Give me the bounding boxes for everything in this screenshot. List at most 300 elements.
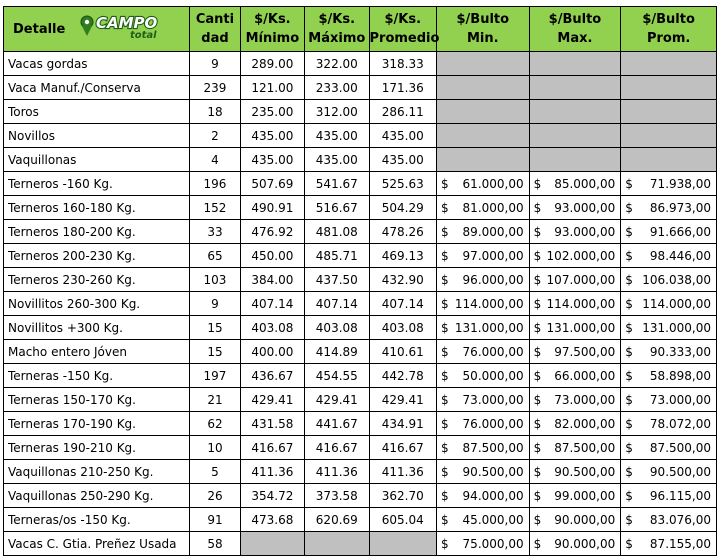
cell-detalle: Terneros 200-230 Kg. xyxy=(4,244,190,268)
table-row xyxy=(4,340,717,364)
currency-symbol: $ xyxy=(533,512,542,527)
money-value: 114.000,00 xyxy=(454,296,524,311)
cell-max-bulto xyxy=(529,388,621,412)
cell-min-ks: 490.91 xyxy=(240,196,304,220)
cell-prom-ks: 411.36 xyxy=(369,460,436,484)
money-value: 85.000,00 xyxy=(554,176,616,191)
money-value: 61.000,00 xyxy=(462,176,524,191)
cell-max-bulto xyxy=(529,508,621,532)
cell-max-ks: 322.00 xyxy=(305,52,369,76)
cell-detalle: Terneras 190-210 Kg. xyxy=(4,436,190,460)
cell-prom-ks: 525.63 xyxy=(369,172,436,196)
cell-max-ks: 403.08 xyxy=(305,316,369,340)
cell-min-ks: 435.00 xyxy=(240,148,304,172)
money-value: 81.000,00 xyxy=(462,200,524,215)
cell-min-bulto xyxy=(436,52,529,76)
table-row xyxy=(4,292,717,316)
cell-prom-bulto xyxy=(621,292,717,316)
cell-detalle: Vacas C. Gtia. Preñez Usada xyxy=(4,532,190,556)
cell-prom-bulto xyxy=(621,508,717,532)
cell-max-bulto xyxy=(529,52,621,76)
cell-max-bulto xyxy=(529,172,621,196)
cell-cantidad: 10 xyxy=(190,436,240,460)
cell-prom-ks: 469.13 xyxy=(369,244,436,268)
table-row xyxy=(4,412,717,436)
cell-min-ks: 400.00 xyxy=(240,340,304,364)
cell-cantidad: 239 xyxy=(190,76,240,100)
cell-min-ks: 407.14 xyxy=(240,292,304,316)
currency-symbol: $ xyxy=(440,200,449,215)
cell-max-bulto xyxy=(529,532,621,556)
cell-cantidad: 65 xyxy=(190,244,240,268)
cell-detalle: Macho entero Jóven xyxy=(4,340,190,364)
cell-min-ks: 435.00 xyxy=(240,124,304,148)
money-value: 97.000,00 xyxy=(462,248,524,263)
money-value: 86.973,00 xyxy=(649,200,711,215)
money-value: 131.000,00 xyxy=(546,320,616,335)
table-row xyxy=(4,316,717,340)
table-row xyxy=(4,460,717,484)
cell-prom-bulto xyxy=(621,532,717,556)
cell-min-bulto xyxy=(436,220,529,244)
table-row xyxy=(4,172,717,196)
currency-symbol: $ xyxy=(440,488,449,503)
cell-max-ks xyxy=(305,532,369,556)
cell-detalle: Toros xyxy=(4,100,190,124)
currency-symbol: $ xyxy=(625,440,633,455)
money-value: 98.446,00 xyxy=(649,248,711,263)
cell-prom-bulto xyxy=(621,484,717,508)
cell-prom-bulto xyxy=(621,244,717,268)
cell-prom-ks: 286.11 xyxy=(369,100,436,124)
cell-min-ks: 403.08 xyxy=(240,316,304,340)
money-value: 73.000,00 xyxy=(649,392,711,407)
table-row xyxy=(4,148,717,172)
currency-symbol: $ xyxy=(625,320,633,335)
cell-max-ks: 407.14 xyxy=(305,292,369,316)
money-value: 114.000,00 xyxy=(642,296,711,311)
price-table xyxy=(3,6,717,556)
money-value: 93.000,00 xyxy=(554,200,616,215)
currency-symbol: $ xyxy=(440,248,449,263)
campo-total-logo xyxy=(78,11,170,47)
cell-max-bulto xyxy=(529,100,621,124)
cell-max-bulto xyxy=(529,196,621,220)
cell-max-bulto xyxy=(529,292,621,316)
cell-max-ks: 435.00 xyxy=(305,148,369,172)
cell-min-bulto xyxy=(436,412,529,436)
cell-prom-ks: 435.00 xyxy=(369,124,436,148)
cell-prom-ks: 478.26 xyxy=(369,220,436,244)
cell-cantidad: 18 xyxy=(190,100,240,124)
currency-symbol: $ xyxy=(533,320,542,335)
cell-prom-ks: 403.08 xyxy=(369,316,436,340)
cell-max-ks: 312.00 xyxy=(305,100,369,124)
cell-detalle: Terneros 230-260 Kg. xyxy=(4,268,190,292)
cell-prom-bulto xyxy=(621,436,717,460)
money-value: 96.115,00 xyxy=(649,488,711,503)
cell-prom-ks: 432.90 xyxy=(369,268,436,292)
cell-prom-bulto xyxy=(621,124,717,148)
cell-min-bulto xyxy=(436,364,529,388)
cell-max-ks: 441.67 xyxy=(305,412,369,436)
currency-symbol: $ xyxy=(533,464,542,479)
cell-cantidad: 4 xyxy=(190,148,240,172)
money-value: 82.000,00 xyxy=(554,416,616,431)
cell-max-bulto xyxy=(529,364,621,388)
cell-max-ks: 373.58 xyxy=(305,484,369,508)
cell-min-ks: 450.00 xyxy=(240,244,304,268)
cell-max-ks: 437.50 xyxy=(305,268,369,292)
cell-detalle: Novillos xyxy=(4,124,190,148)
cell-min-bulto xyxy=(436,172,529,196)
cell-cantidad: 196 xyxy=(190,172,240,196)
cell-prom-bulto xyxy=(621,100,717,124)
cell-min-bulto xyxy=(436,340,529,364)
cell-max-ks: 435.00 xyxy=(305,124,369,148)
currency-symbol: $ xyxy=(533,200,542,215)
cell-min-bulto xyxy=(436,148,529,172)
cell-max-ks: 485.71 xyxy=(305,244,369,268)
table-row xyxy=(4,484,717,508)
cell-prom-ks: 318.33 xyxy=(369,52,436,76)
currency-symbol: $ xyxy=(625,176,633,191)
currency-symbol: $ xyxy=(625,488,633,503)
cell-max-ks: 541.67 xyxy=(305,172,369,196)
currency-symbol: $ xyxy=(625,512,633,527)
cell-prom-ks: 434.91 xyxy=(369,412,436,436)
currency-symbol: $ xyxy=(440,272,449,287)
cell-detalle: Vacas gordas xyxy=(4,52,190,76)
currency-symbol: $ xyxy=(533,248,542,263)
money-value: 75.000,00 xyxy=(462,536,524,551)
cell-min-ks: 476.92 xyxy=(240,220,304,244)
table-row xyxy=(4,388,717,412)
cell-cantidad: 103 xyxy=(190,268,240,292)
cell-max-ks: 516.67 xyxy=(305,196,369,220)
cell-min-bulto xyxy=(436,508,529,532)
money-value: 83.076,00 xyxy=(649,512,711,527)
table-row xyxy=(4,196,717,220)
cell-min-bulto xyxy=(436,484,529,508)
cell-min-bulto xyxy=(436,436,529,460)
cell-cantidad: 62 xyxy=(190,412,240,436)
header-prom-bulto: $/Bulto Prom. xyxy=(621,7,717,52)
cell-detalle: Terneros -160 Kg. xyxy=(4,172,190,196)
money-value: 87.155,00 xyxy=(649,536,711,551)
cell-min-ks: 436.67 xyxy=(240,364,304,388)
cell-prom-ks: 171.36 xyxy=(369,76,436,100)
cell-max-bulto xyxy=(529,268,621,292)
cell-min-bulto xyxy=(436,196,529,220)
currency-symbol: $ xyxy=(440,512,449,527)
currency-symbol: $ xyxy=(440,464,449,479)
cell-prom-bulto xyxy=(621,148,717,172)
header-max-ks: $/Ks. Máximo xyxy=(305,7,369,52)
money-value: 89.000,00 xyxy=(462,224,524,239)
currency-symbol: $ xyxy=(533,344,542,359)
money-value: 73.000,00 xyxy=(462,392,524,407)
header-row xyxy=(4,7,717,52)
header-min-ks: $/Ks. Mínimo xyxy=(240,7,304,52)
cell-detalle: Vaquillonas 210-250 Kg. xyxy=(4,460,190,484)
cell-max-bulto xyxy=(529,412,621,436)
cell-prom-ks: 435.00 xyxy=(369,148,436,172)
money-value: 90.500,00 xyxy=(462,464,524,479)
money-value: 50.000,00 xyxy=(462,368,524,383)
money-value: 87.500,00 xyxy=(462,440,524,455)
money-value: 106.038,00 xyxy=(642,272,711,287)
money-value: 99.000,00 xyxy=(554,488,616,503)
cell-detalle: Vaca Manuf./Conserva xyxy=(4,76,190,100)
money-value: 97.500,00 xyxy=(554,344,616,359)
currency-symbol: $ xyxy=(625,200,633,215)
money-value: 87.500,00 xyxy=(554,440,616,455)
money-value: 131.000,00 xyxy=(642,320,711,335)
cell-min-ks: 235.00 xyxy=(240,100,304,124)
table-row xyxy=(4,436,717,460)
currency-symbol: $ xyxy=(533,368,542,383)
cell-min-ks: 384.00 xyxy=(240,268,304,292)
cell-prom-bulto xyxy=(621,52,717,76)
currency-symbol: $ xyxy=(625,296,633,311)
cell-min-bulto xyxy=(436,460,529,484)
currency-symbol: $ xyxy=(625,272,633,287)
header-min-bulto: $/Bulto Min. xyxy=(436,7,529,52)
money-value: 78.072,00 xyxy=(649,416,711,431)
money-value: 45.000,00 xyxy=(462,512,524,527)
currency-symbol: $ xyxy=(440,440,449,455)
cell-prom-bulto xyxy=(621,268,717,292)
cell-cantidad: 58 xyxy=(190,532,240,556)
cell-max-bulto xyxy=(529,436,621,460)
cell-prom-bulto xyxy=(621,196,717,220)
money-value: 76.000,00 xyxy=(462,344,524,359)
cell-cantidad: 2 xyxy=(190,124,240,148)
cell-max-bulto xyxy=(529,220,621,244)
cell-detalle: Terneros 160-180 Kg. xyxy=(4,196,190,220)
currency-symbol: $ xyxy=(440,224,449,239)
cell-min-bulto xyxy=(436,244,529,268)
cell-detalle: Terneros 180-200 Kg. xyxy=(4,220,190,244)
cell-prom-bulto xyxy=(621,388,717,412)
table-row xyxy=(4,268,717,292)
currency-symbol: $ xyxy=(440,176,449,191)
cell-max-bulto xyxy=(529,76,621,100)
currency-symbol: $ xyxy=(625,248,633,263)
currency-symbol: $ xyxy=(440,368,449,383)
logo-main-text: CAMPO xyxy=(95,14,158,32)
cell-prom-ks: 504.29 xyxy=(369,196,436,220)
cell-detalle: Vaquillonas 250-290 Kg. xyxy=(4,484,190,508)
cell-min-ks: 507.69 xyxy=(240,172,304,196)
cell-max-bulto xyxy=(529,124,621,148)
cell-max-bulto xyxy=(529,460,621,484)
cell-min-ks: 431.58 xyxy=(240,412,304,436)
cell-max-bulto xyxy=(529,244,621,268)
money-value: 76.000,00 xyxy=(462,416,524,431)
money-value: 90.500,00 xyxy=(554,464,616,479)
cell-detalle: Vaquillonas xyxy=(4,148,190,172)
money-value: 90.333,00 xyxy=(649,344,711,359)
table-row xyxy=(4,52,717,76)
table-row xyxy=(4,244,717,268)
currency-symbol: $ xyxy=(440,320,449,335)
table-row xyxy=(4,100,717,124)
money-value: 91.666,00 xyxy=(649,224,711,239)
header-cantidad: Canti dad xyxy=(190,7,240,52)
cell-detalle: Terneras -150 Kg. xyxy=(4,364,190,388)
cell-prom-ks: 605.04 xyxy=(369,508,436,532)
cell-max-bulto xyxy=(529,316,621,340)
cell-prom-bulto xyxy=(621,76,717,100)
cell-prom-bulto xyxy=(621,172,717,196)
cell-min-bulto xyxy=(436,388,529,412)
header-max-bulto: $/Bulto Max. xyxy=(529,7,621,52)
cell-max-ks: 416.67 xyxy=(305,436,369,460)
cell-detalle: Novillitos 260-300 Kg. xyxy=(4,292,190,316)
cell-prom-bulto xyxy=(621,364,717,388)
currency-symbol: $ xyxy=(440,416,449,431)
cell-max-bulto xyxy=(529,484,621,508)
cell-cantidad: 21 xyxy=(190,388,240,412)
cell-min-ks: 354.72 xyxy=(240,484,304,508)
currency-symbol: $ xyxy=(533,440,542,455)
cell-prom-ks: 362.70 xyxy=(369,484,436,508)
cell-cantidad: 91 xyxy=(190,508,240,532)
money-value: 107.000,00 xyxy=(546,272,616,287)
table-row xyxy=(4,508,717,532)
currency-symbol: $ xyxy=(533,392,542,407)
currency-symbol: $ xyxy=(625,368,633,383)
cell-detalle: Terneras 150-170 Kg. xyxy=(4,388,190,412)
money-value: 131.000,00 xyxy=(454,320,524,335)
cell-prom-ks: 407.14 xyxy=(369,292,436,316)
money-value: 93.000,00 xyxy=(554,224,616,239)
money-value: 87.500,00 xyxy=(649,440,711,455)
cell-cantidad: 15 xyxy=(190,340,240,364)
cell-max-ks: 411.36 xyxy=(305,460,369,484)
money-value: 90.000,00 xyxy=(554,536,616,551)
cell-max-bulto xyxy=(529,148,621,172)
currency-symbol: $ xyxy=(625,224,633,239)
currency-symbol: $ xyxy=(533,296,542,311)
cell-cantidad: 152 xyxy=(190,196,240,220)
cell-prom-ks: 442.78 xyxy=(369,364,436,388)
cell-max-bulto xyxy=(529,340,621,364)
cell-detalle: Terneras/os -150 Kg. xyxy=(4,508,190,532)
currency-symbol: $ xyxy=(625,392,633,407)
money-value: 71.938,00 xyxy=(649,176,711,191)
currency-symbol: $ xyxy=(625,344,633,359)
cell-cantidad: 26 xyxy=(190,484,240,508)
currency-symbol: $ xyxy=(533,176,542,191)
cell-max-ks: 481.08 xyxy=(305,220,369,244)
cell-prom-ks: 429.41 xyxy=(369,388,436,412)
header-prom-ks: $/Ks. Promedio xyxy=(369,7,436,52)
currency-symbol: $ xyxy=(625,536,633,551)
money-value: 90.000,00 xyxy=(554,512,616,527)
money-value: 73.000,00 xyxy=(554,392,616,407)
money-value: 102.000,00 xyxy=(546,248,616,263)
cell-cantidad: 5 xyxy=(190,460,240,484)
cell-prom-bulto xyxy=(621,340,717,364)
cell-max-ks: 429.41 xyxy=(305,388,369,412)
header-detalle-label: Detalle xyxy=(13,21,66,37)
logo-sub-text: total xyxy=(129,30,157,41)
cell-min-bulto xyxy=(436,292,529,316)
cell-min-ks: 473.68 xyxy=(240,508,304,532)
cell-max-ks: 620.69 xyxy=(305,508,369,532)
table-row xyxy=(4,364,717,388)
money-value: 90.500,00 xyxy=(649,464,711,479)
cell-prom-ks: 416.67 xyxy=(369,436,436,460)
table-row xyxy=(4,76,717,100)
money-value: 94.000,00 xyxy=(462,488,524,503)
cell-max-ks: 414.89 xyxy=(305,340,369,364)
table-row xyxy=(4,220,717,244)
cell-cantidad: 197 xyxy=(190,364,240,388)
currency-symbol: $ xyxy=(533,224,542,239)
currency-symbol: $ xyxy=(533,272,542,287)
currency-symbol: $ xyxy=(625,416,633,431)
cell-prom-ks xyxy=(369,532,436,556)
currency-symbol: $ xyxy=(533,416,542,431)
cell-max-ks: 454.55 xyxy=(305,364,369,388)
cell-max-ks: 233.00 xyxy=(305,76,369,100)
cell-prom-bulto xyxy=(621,220,717,244)
table-row xyxy=(4,532,717,556)
cell-min-ks: 429.41 xyxy=(240,388,304,412)
cell-min-bulto xyxy=(436,268,529,292)
cell-min-ks: 411.36 xyxy=(240,460,304,484)
currency-symbol: $ xyxy=(440,296,449,311)
cell-cantidad: 15 xyxy=(190,316,240,340)
money-value: 58.898,00 xyxy=(649,368,711,383)
cell-min-ks: 121.00 xyxy=(240,76,304,100)
currency-symbol: $ xyxy=(533,488,542,503)
cell-min-bulto xyxy=(436,124,529,148)
cell-min-ks xyxy=(240,532,304,556)
cell-detalle: Terneras 170-190 Kg. xyxy=(4,412,190,436)
cell-prom-bulto xyxy=(621,412,717,436)
currency-symbol: $ xyxy=(440,392,449,407)
cell-prom-ks: 410.61 xyxy=(369,340,436,364)
cell-min-bulto xyxy=(436,532,529,556)
cell-cantidad: 9 xyxy=(190,292,240,316)
currency-symbol: $ xyxy=(533,536,542,551)
cell-min-ks: 416.67 xyxy=(240,436,304,460)
cell-cantidad: 33 xyxy=(190,220,240,244)
money-value: 66.000,00 xyxy=(554,368,616,383)
table-row xyxy=(4,124,717,148)
currency-symbol: $ xyxy=(440,344,449,359)
header-detalle xyxy=(4,7,190,52)
money-value: 96.000,00 xyxy=(462,272,524,287)
table-body xyxy=(4,52,717,556)
cell-cantidad: 9 xyxy=(190,52,240,76)
cell-min-bulto xyxy=(436,100,529,124)
cell-min-ks: 289.00 xyxy=(240,52,304,76)
currency-symbol: $ xyxy=(440,536,449,551)
money-value: 114.000,00 xyxy=(546,296,616,311)
cell-min-bulto xyxy=(436,316,529,340)
cell-prom-bulto xyxy=(621,316,717,340)
cell-min-bulto xyxy=(436,76,529,100)
currency-symbol: $ xyxy=(625,464,633,479)
cell-prom-bulto xyxy=(621,460,717,484)
cell-detalle: Novillitos +300 Kg. xyxy=(4,316,190,340)
